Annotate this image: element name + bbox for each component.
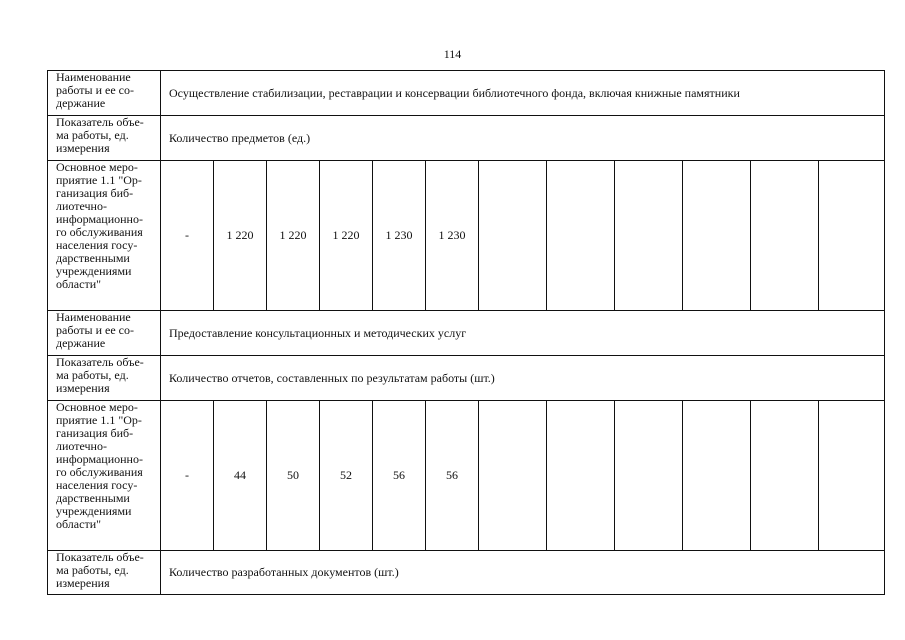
value-cell: -: [161, 161, 214, 311]
row-label-line: населения госу-: [56, 478, 138, 492]
row-label-line: Показатель объе-: [56, 550, 144, 564]
header-row: [48, 551, 885, 595]
row-label-line: учреждениями: [56, 504, 132, 518]
row-label-line: работы и ее со-: [56, 83, 134, 97]
value-cell: 56: [373, 401, 426, 551]
value-cell: [683, 401, 751, 551]
work-table: [47, 70, 885, 595]
row-label-line: дарственными: [56, 251, 130, 265]
value-cell: -: [161, 401, 214, 551]
page-number: 114: [443, 47, 462, 61]
row-label-line: го обслуживания: [56, 225, 143, 239]
row-label-line: учреждениями: [56, 264, 132, 278]
value-cell: [751, 401, 819, 551]
value-cell: 56: [426, 401, 479, 551]
value-cell: [479, 401, 547, 551]
value-cell: [547, 161, 615, 311]
value-cell: [683, 161, 751, 311]
value-cell: 1 230: [426, 161, 479, 311]
row-label-line: ма работы, ед.: [56, 368, 129, 382]
row-label-line: Наименование: [56, 70, 131, 84]
value-cell: 44: [214, 401, 267, 551]
value-cell: 1 230: [373, 161, 426, 311]
row-label-line: ганизация биб-: [56, 186, 134, 200]
row-label-line: измерения: [56, 576, 110, 590]
row-label-line: ма работы, ед.: [56, 563, 129, 577]
row-label-line: измерения: [56, 141, 110, 155]
header-row: [48, 356, 885, 401]
row-description: Предоставление консультационных и методических услуг: [161, 311, 885, 356]
row-label-line: приятие 1.1 "Ор-: [56, 173, 142, 187]
value-cell: 52: [320, 401, 373, 551]
value-cell: 50: [267, 401, 320, 551]
row-description: Количество разработанных документов (шт.): [161, 551, 885, 595]
row-label: [48, 401, 161, 551]
row-label-line: держание: [56, 96, 106, 110]
header-row: [48, 116, 885, 161]
row-label-line: Основное меро-: [56, 160, 138, 174]
row-description: Осуществление стабилизации, реставрации и консервации библиотечного фонда, включая книжные памятники: [161, 71, 885, 116]
value-cell: 1 220: [267, 161, 320, 311]
row-label: [48, 356, 161, 401]
value-cell: [819, 161, 885, 311]
row-label-line: лиотечно-: [56, 439, 107, 453]
row-label-line: ганизация биб-: [56, 426, 134, 440]
row-label-line: области": [56, 517, 102, 531]
value-cell: [615, 401, 683, 551]
row-label-line: держание: [56, 336, 106, 350]
row-label: [48, 311, 161, 356]
value-cell: [751, 161, 819, 311]
row-label-line: области": [56, 277, 102, 291]
row-label: [48, 71, 161, 116]
row-label-line: населения госу-: [56, 238, 138, 252]
values-row: [48, 401, 885, 551]
row-label-line: лиотечно-: [56, 199, 107, 213]
row-label-line: Наименование: [56, 310, 131, 324]
row-label-line: ма работы, ед.: [56, 128, 129, 142]
row-label-line: Показатель объе-: [56, 115, 144, 129]
row-label-line: работы и ее со-: [56, 323, 134, 337]
row-label-line: измерения: [56, 381, 110, 395]
row-label: [48, 551, 161, 595]
value-cell: [479, 161, 547, 311]
values-row: [48, 161, 885, 311]
row-description: Количество предметов (ед.): [161, 116, 885, 161]
value-cell: [615, 161, 683, 311]
row-label-line: информационно-: [56, 452, 143, 466]
value-cell: [819, 401, 885, 551]
row-label-line: приятие 1.1 "Ор-: [56, 413, 142, 427]
row-label: [48, 161, 161, 311]
row-label-line: дарственными: [56, 491, 130, 505]
value-cell: 1 220: [214, 161, 267, 311]
header-row: [48, 71, 885, 116]
value-cell: 1 220: [320, 161, 373, 311]
value-cell: [547, 401, 615, 551]
row-label-line: го обслуживания: [56, 465, 143, 479]
row-label-line: Основное меро-: [56, 400, 138, 414]
row-label-line: информационно-: [56, 212, 143, 226]
row-label-line: Показатель объе-: [56, 355, 144, 369]
row-description: Количество отчетов, составленных по результатам работы (шт.): [161, 356, 885, 401]
row-label: [48, 116, 161, 161]
header-row: [48, 311, 885, 356]
